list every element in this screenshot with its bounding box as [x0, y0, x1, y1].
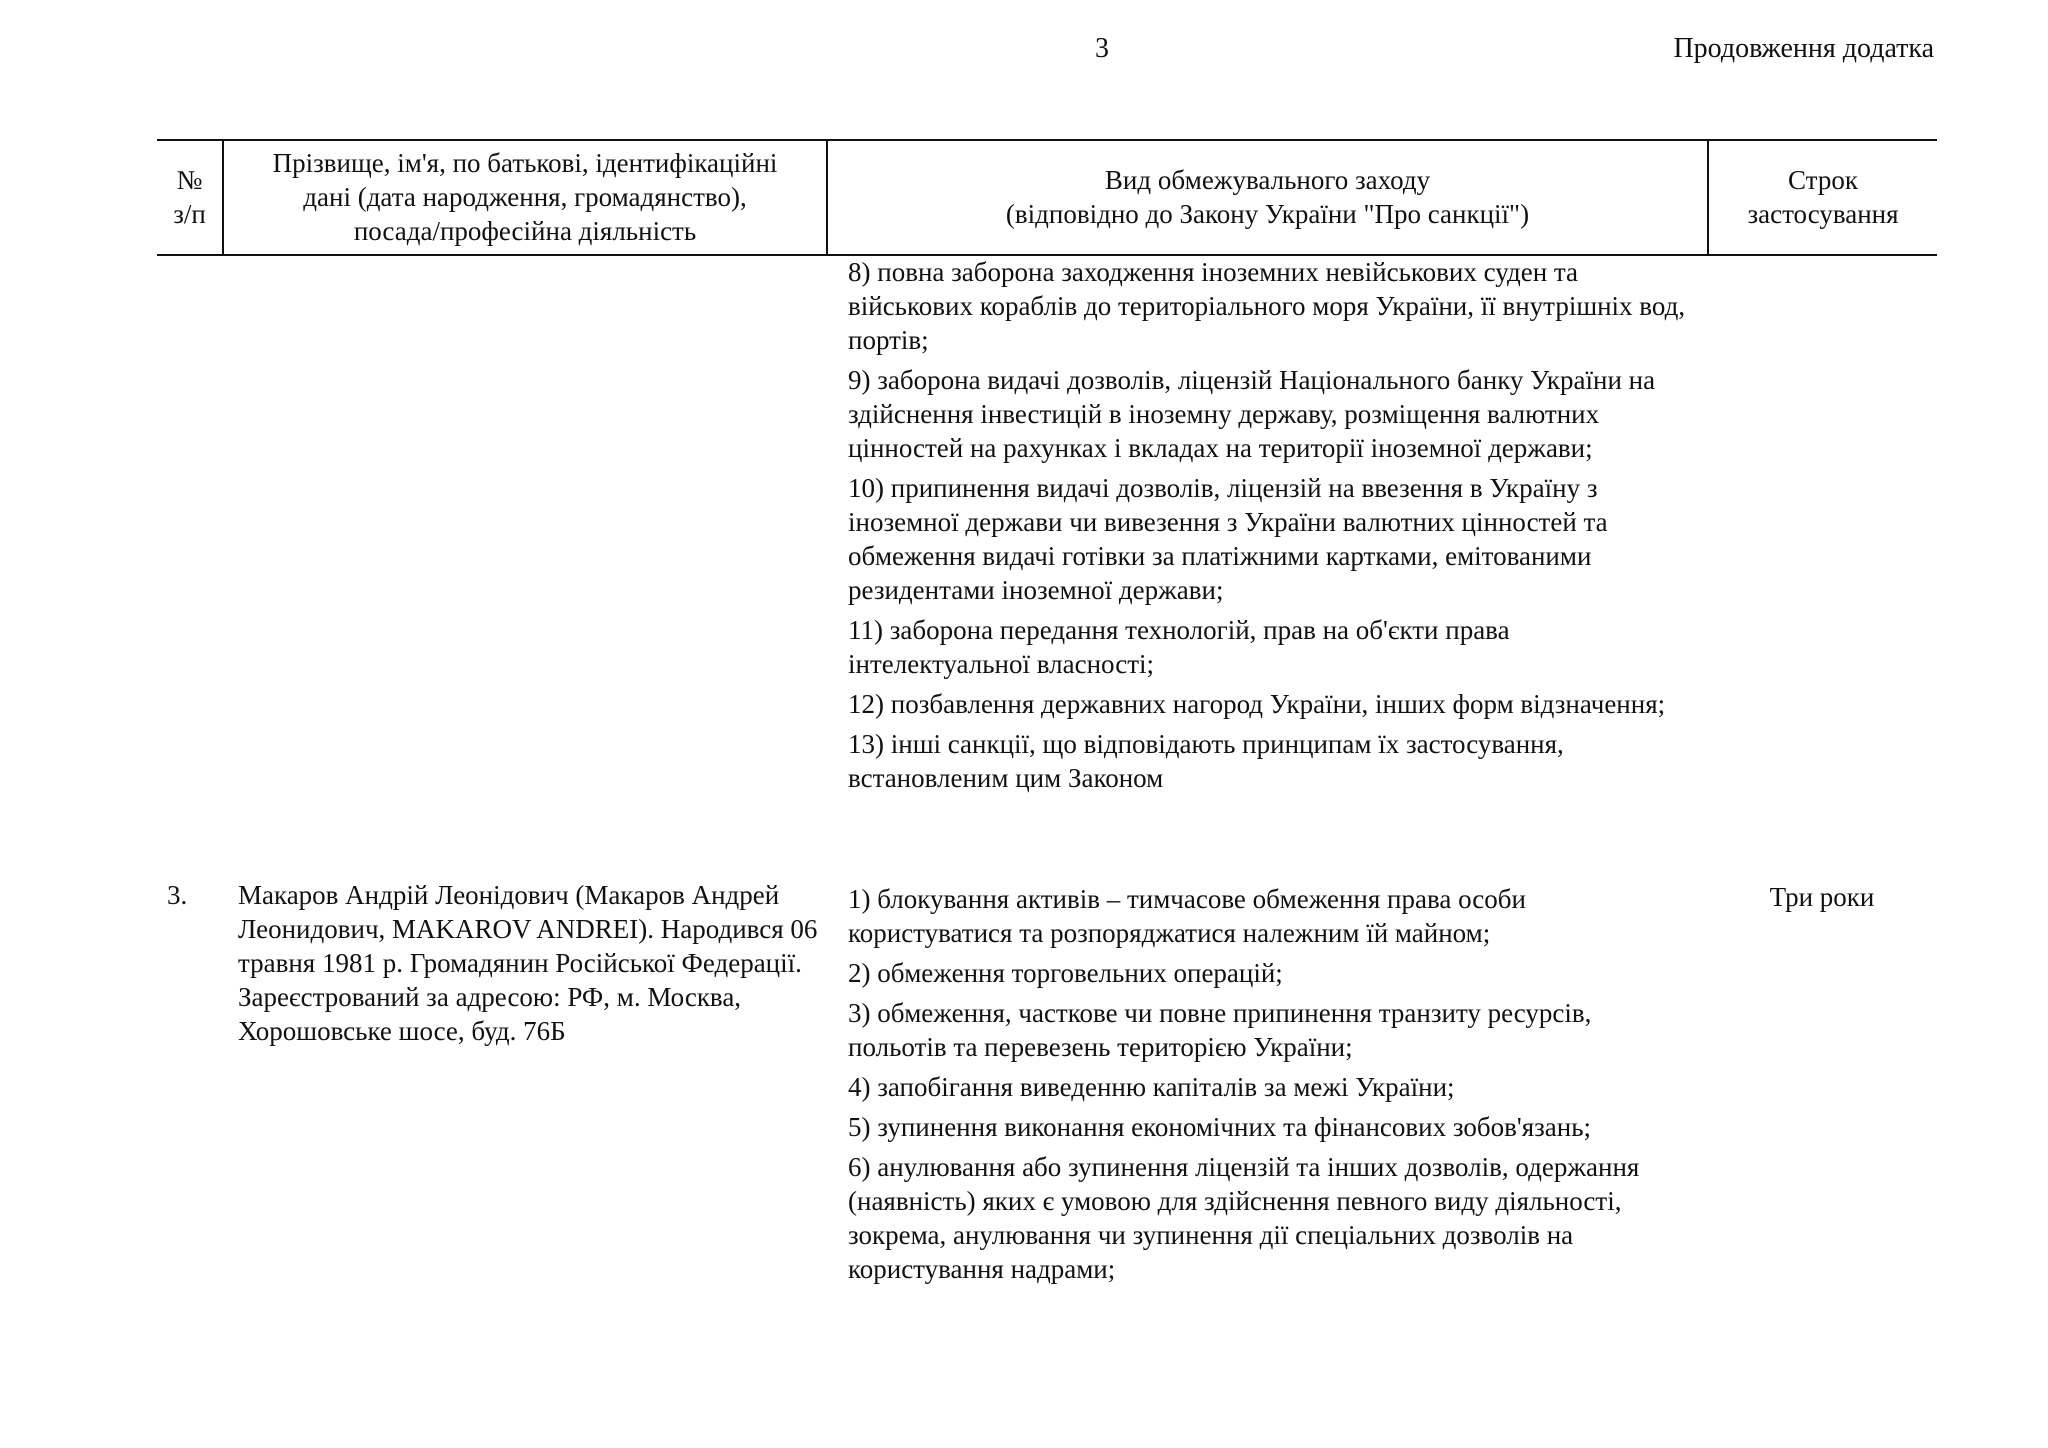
measure-item: 3) обмеження, часткове чи повне припинення транзиту ресурсів, польотів та перевезень територією України; [848, 998, 1592, 1062]
measure-item: 9) заборона видачі дозволів, ліцензій Національного банку України на здійснення інвестицій в іноземну державу, розміщення валютних цінностей на рахунках і вкладах на території іноземної держави; [848, 365, 1656, 463]
continuation-label: Продовження додатка [1673, 33, 1934, 64]
header-number [157, 142, 222, 252]
header-term-text: Строк застосування [1747, 165, 1899, 229]
measure-item: 6) анулювання або зупинення ліцензій та інших дозволів, одержання (наявність) яких є умовою для здійснення певного виду діяльності, зокрема, анулювання чи зупинення дії спеціальних дозволів на користування надрами; [848, 1152, 1640, 1284]
row-term: Три роки [1769, 882, 1875, 912]
header-person-text: Прізвище, ім'я, по батькові, ідентифікаційні дані (дата народження, громадянство), посада/професійна діяльність [272, 148, 778, 246]
header-term [1709, 142, 1937, 252]
header-number-text: № з/п [173, 165, 206, 229]
header-measure [828, 142, 1707, 252]
table-top-border [157, 139, 1937, 141]
page-number: 3 [1095, 33, 1109, 64]
measure-item: 12) позбавлення державних нагород України, інших форм відзначення; [848, 689, 1666, 719]
row-person-details: Макаров Андрій Леонідович (Макаров Андрей Леонидович, MAKAROV ANDREI). Народився 06 травня 1981 р. Громадянин Російської Федерації. Зареєстрований за адресою: РФ, м. Москва, Хорошовське шосе, буд. 76Б [238, 880, 818, 1046]
continued-measures-list [848, 255, 1688, 801]
measure-item: 1) блокування активів – тимчасове обмеження права особи користуватися та розпоряджатися належним їй майном; [848, 884, 1526, 948]
measure-item: 13) інші санкції, що відповідають принципам їх застосування, встановленим цим Законом [848, 729, 1564, 793]
measure-item: 4) запобігання виведенню капіталів за межі України; [848, 1072, 1455, 1102]
measure-item: 8) повна заборона заходження іноземних невійськових суден та військових кораблів до територіального моря України, її внутрішніх вод, портів; [848, 257, 1686, 355]
measure-item: 10) припинення видачі дозволів, ліцензій на ввезення в Україну з іноземної держави чи вивезення з України валютних цінностей та обмеження видачі готівки за платіжними картками, емітованими резидентами іноземної держави; [848, 473, 1608, 605]
measure-item: 11) заборона передання технологій, прав на об'єкти права інтелектуальної власності; [848, 615, 1510, 679]
header-measure-text: Вид обмежувального заходу (відповідно до Закону України "Про санкції") [1005, 165, 1530, 229]
measure-item: 5) зупинення виконання економічних та фінансових зобов'язань; [848, 1112, 1592, 1142]
measure-item: 2) обмеження торговельних операцій; [848, 958, 1283, 988]
header-person [224, 142, 826, 252]
row-measures-list [848, 882, 1688, 1292]
row-number: 3. [167, 880, 188, 910]
